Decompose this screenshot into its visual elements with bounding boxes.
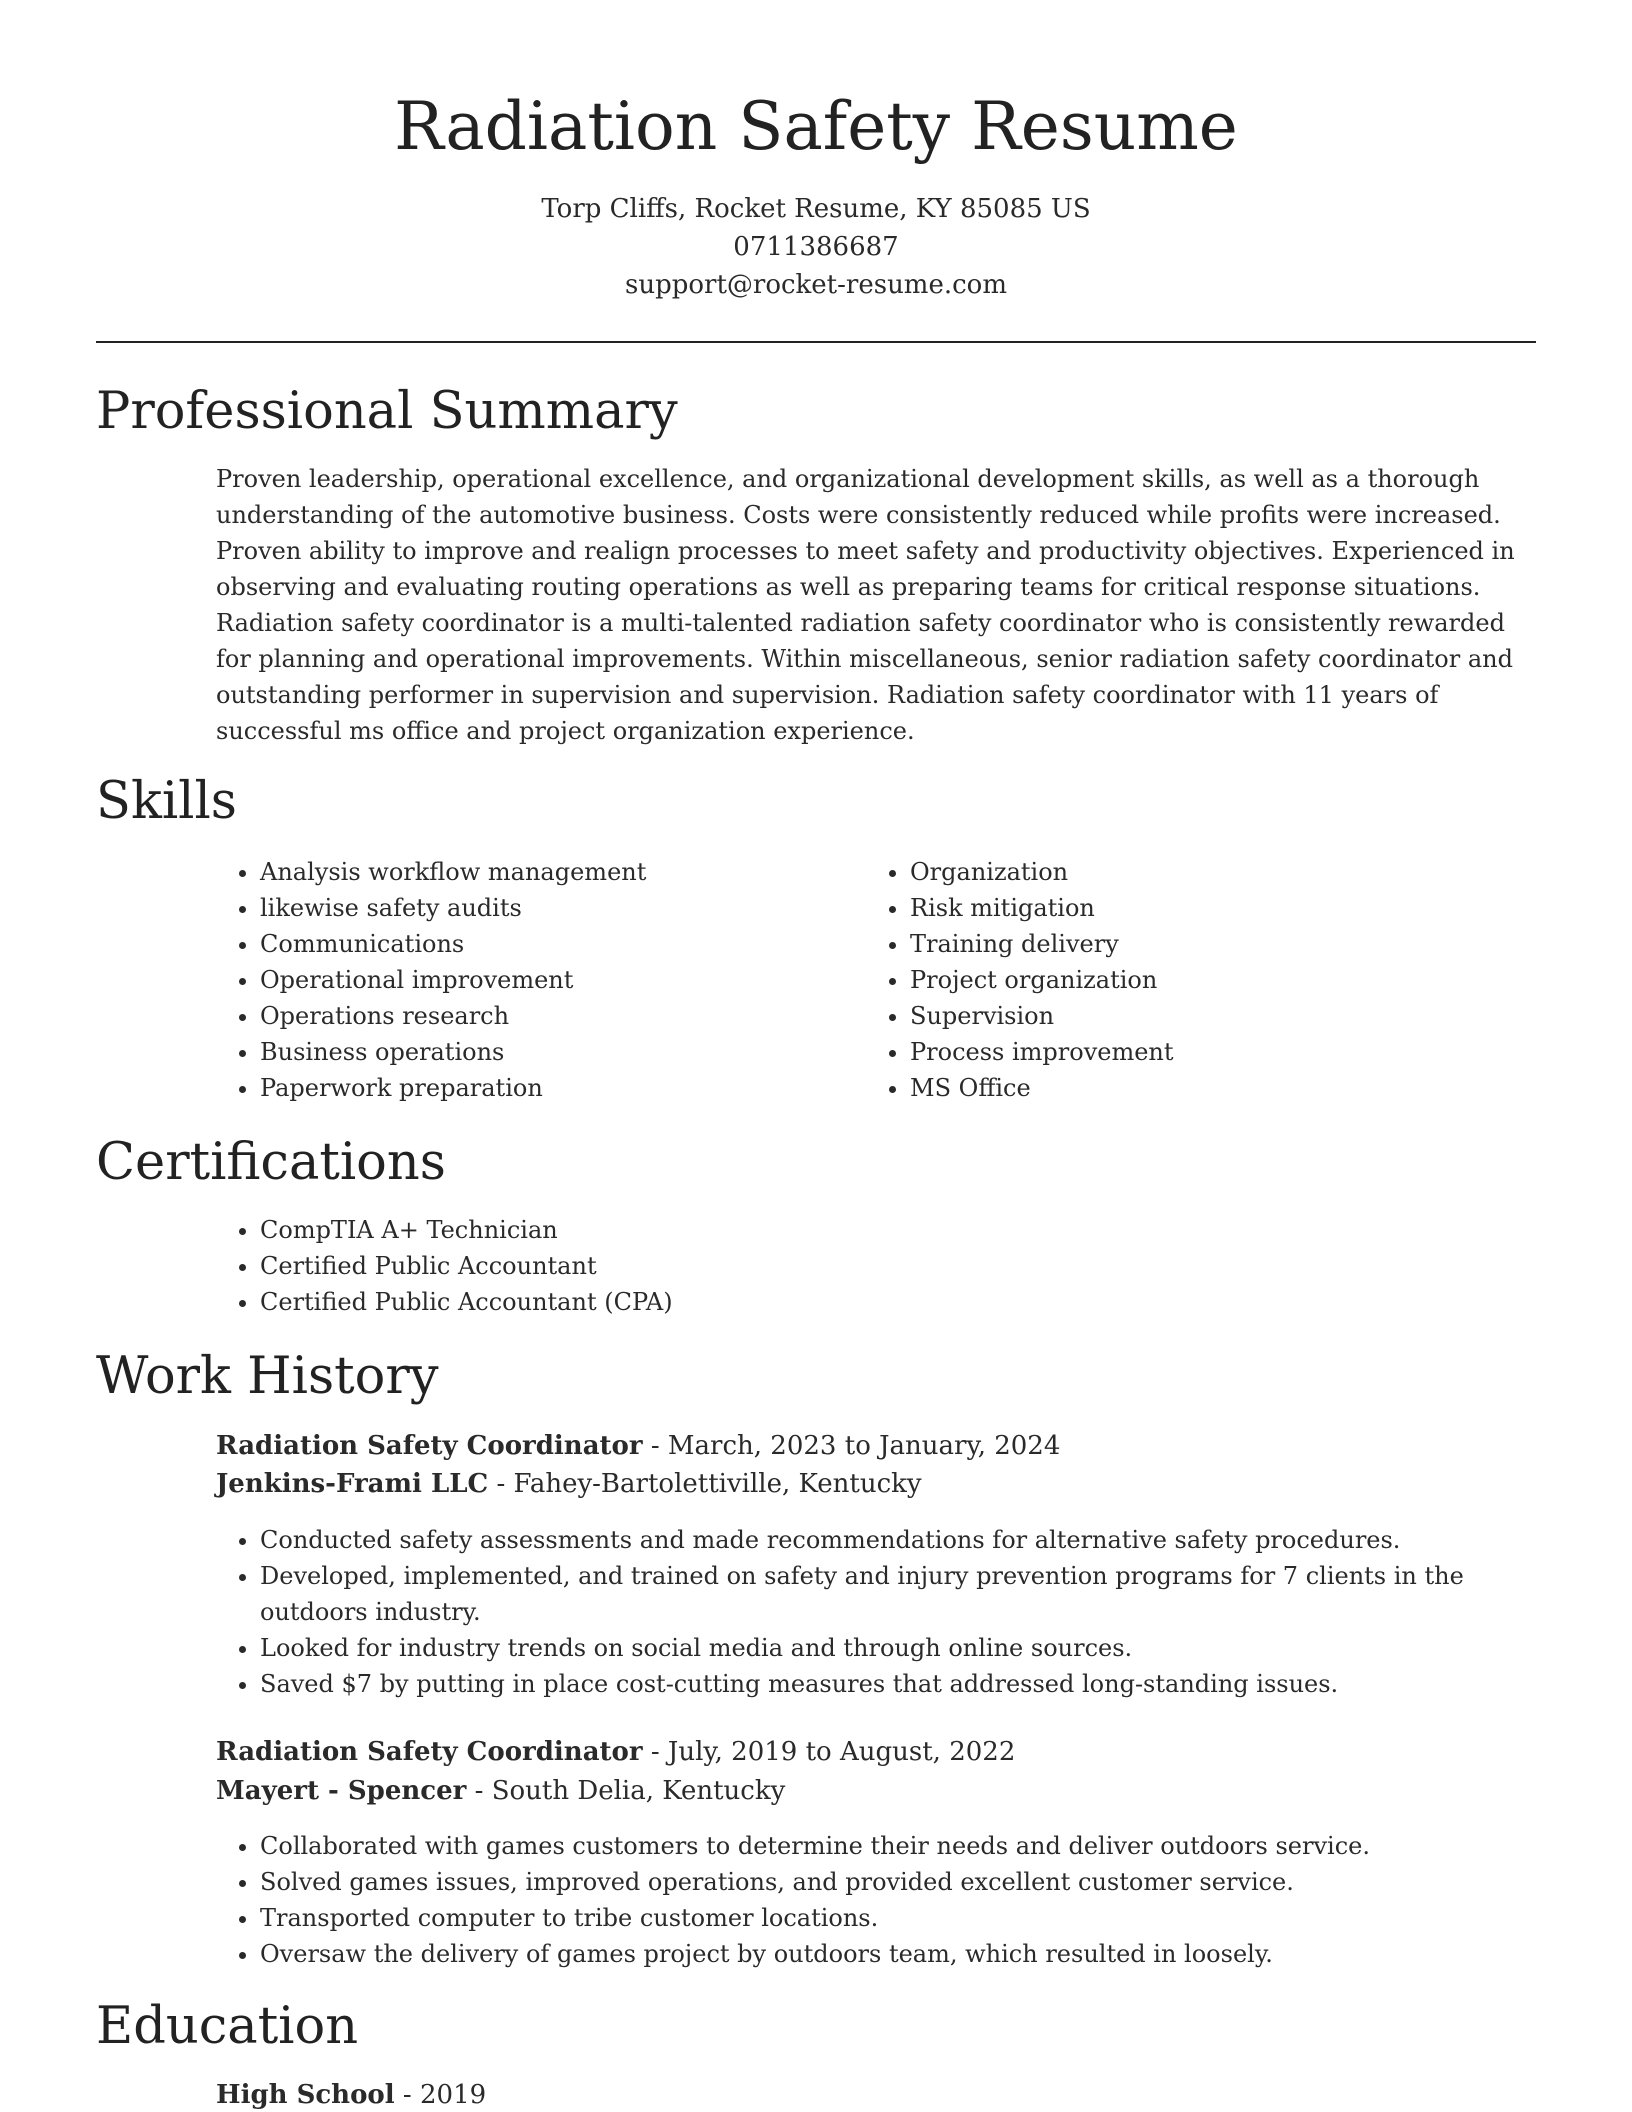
job-bullets [216,1828,1560,1972]
summary-text: Proven leadership, operational excellence, and organizational development skills, as well as a thorough understanding of the automotive business. Costs were consistently reduced while profits were increased. Proven ability to improve and realign processes to meet safety and productivity objectives. Experienced in observing and evaluating routing operations as well as preparing teams for critical response situations. Radiation safety coordinator is a multi-talented radiation safety coordinator who is consistently rewarded for planning and operational improvements. Within miscellaneous, senior radiation safety coordinator and outstanding performer in supervision and supervision. Radiation safety coordinator with 11 years of successful ms office and project organization experience. [216,465,1515,745]
skill-item: • Project organization [910,962,1510,998]
skill-item: • Communications [260,926,860,962]
work-history-heading: Work History [96,1347,439,1406]
skill-item: • Supervision [910,998,1510,1034]
separator: - [394,2080,420,2110]
job-company-line [216,1772,785,1810]
skill-item: • Business operations [260,1034,860,1070]
education-year: 2019 [419,2080,487,2110]
skill-item: • Analysis workflow management [260,854,860,890]
skill-item: • MS Office [910,1070,1510,1106]
job-company: Jenkins-Frami LLC [216,1469,489,1499]
skill-item: • Risk mitigation [910,890,1510,926]
separator: - [642,1737,668,1767]
job-bullet: • Collaborated with games customers to determine their needs and deliver outdoors service. [260,1828,1560,1864]
job-location: Fahey-Bartolettiville, Kentucky [513,1469,922,1499]
job-bullet: • Saved $7 by putting in place cost-cutting measures that addressed long-standing issues. [260,1666,1560,1702]
skills-heading: Skills [96,772,237,831]
job-dates: July, 2019 to August, 2022 [667,1737,1016,1767]
job-bullet: • Looked for industry trends on social media and through online sources. [260,1630,1560,1666]
certification-item: • Certified Public Accountant (CPA) [260,1284,1560,1320]
skills-list-left [216,854,860,1106]
skill-item: • Operations research [260,998,860,1034]
certifications-list [216,1212,1560,1320]
job-bullet: • Solved games issues, improved operations, and provided excellent customer service. [260,1864,1560,1900]
education-degree: High School [216,2080,395,2110]
education-heading: Education [96,1997,359,2056]
job-title-line [216,1427,1060,1465]
summary-heading: Professional Summary [96,382,678,441]
certification-item: • Certified Public Accountant [260,1248,1560,1284]
education-line [216,2078,486,2112]
job-bullet: • Conducted safety assessments and made recommendations for alternative safety procedures. [260,1522,1560,1558]
contact-block [0,190,1632,304]
skill-item: • Training delivery [910,926,1510,962]
job-title: Radiation Safety Coordinator [216,1431,643,1461]
header-divider [96,341,1536,343]
job-title-line [216,1733,1015,1771]
separator: - [466,1776,492,1806]
skill-item: • Paperwork preparation [260,1070,860,1106]
certifications-heading: Certifications [96,1133,446,1192]
contact-address: Torp Cliffs, Rocket Resume, KY 85085 US [541,194,1091,224]
skill-item: • Operational improvement [260,962,860,998]
certification-item: • CompTIA A+ Technician [260,1212,1560,1248]
skill-item: • likewise safety audits [260,890,860,926]
contact-phone: 0711386687 [733,232,899,262]
skill-item: • Organization [910,854,1510,890]
resume-title: Radiation Safety Resume [394,88,1238,165]
contact-email: support@rocket-resume.com [624,270,1007,300]
job-bullets [216,1522,1560,1702]
job-company-line [216,1465,922,1503]
job-bullet: • Oversaw the delivery of games project by outdoors team, which resulted in loosely. [260,1936,1560,1972]
separator: - [488,1469,514,1499]
job-bullet: • Transported computer to tribe customer locations. [260,1900,1560,1936]
skill-item: • Process improvement [910,1034,1510,1070]
job-bullet: • Developed, implemented, and trained on safety and injury prevention programs for 7 clients in the outdoors industry. [260,1558,1560,1630]
separator: - [642,1431,668,1461]
skills-list-right [866,854,1510,1106]
job-location: South Delia, Kentucky [491,1776,786,1806]
job-dates: March, 2023 to January, 2024 [667,1431,1061,1461]
job-title: Radiation Safety Coordinator [216,1737,643,1767]
job-company: Mayert - Spencer [216,1776,467,1806]
